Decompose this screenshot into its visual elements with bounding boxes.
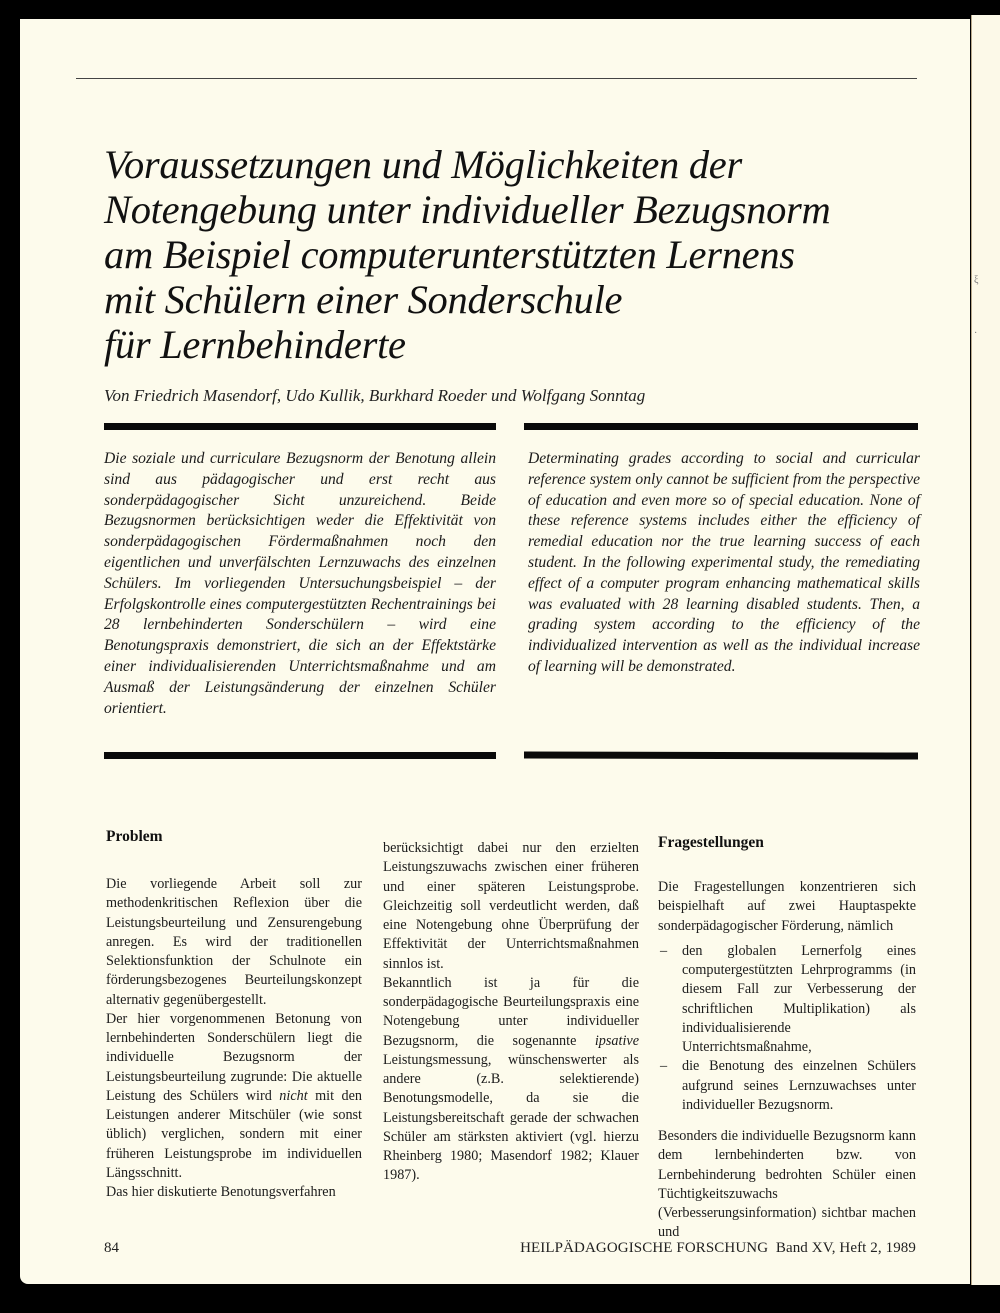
body-paragraph: Bekanntlich ist ja für die sonderpädagogische Beurteilungspraxis eine Notengebung unter individueller Bezugsnorm, die sogenannte ipsative Leistungsmessung, wünschenswerter als andere (z.B. selektierende) Benotungsmodelle, da sie die Leistungsbereitschaft gerade der schwachen Schüler am stärksten aktiviert (vgl. hierzu Rheinberg 1980; Masendorf 1982; Klauer 1987). [383,974,639,1184]
title-line: am Beispiel computerunterstützten Lernens [104,232,795,277]
title-line: Voraussetzungen und Möglichkeiten der [104,142,742,187]
page-mark: · [974,328,978,339]
journal-citation: HEILPÄDAGOGISCHE FORSCHUNG Band XV, Heft 2, 1989 [520,1240,916,1256]
body-column-1 [106,827,362,1202]
abstract-german: Die soziale und curriculare Bezugsnorm der Benotung allein sind aus pädagogischer und erst recht aus sonderpädagogischer Sicht unzureichend. Beide Bezugsnormen berücksichtigen weder die Effektivität von sonderpädagogischen Fördermaßnahmen noch den eigentlichen und unverfälschten Lernzuwachs des einzelnen Schülers. Im vorliegenden Untersuchungsbeispiel – der Erfolgskontrolle eines computergestützten Rechentrainings bei 28 lernbehinderten Sonderschülern – wird eine Benotungspraxis demonstriert, die sich an der Effektstärke einer individualisierenden Unterrichtsmaßnahme und am Ausmaß der Leistungsänderung der einzelnen Schüler orientiert. [104,450,496,717]
body-paragraph: Besonders die individuelle Bezugsnorm kann dem lernbehinderten bzw. von Lernbehinderung bedrohten Schüler einen Tüchtigkeitszuwachs (Verbesserungsinformation) sichtbar machen und [658,1128,916,1241]
abstract-bar-bottom-right [524,751,918,759]
dash-bullet-icon: – [660,942,668,959]
section-heading-problem: Problem [106,828,163,845]
title-line: für Lernbehinderte [104,322,406,367]
dash-bullet-icon: – [660,1058,668,1075]
emphasis: nicht [279,1087,308,1104]
abstract-bar-bottom-left [104,752,496,759]
body-column-3 [658,833,916,1243]
abstract-bar-top-right [524,423,918,430]
body-column-2 [383,839,639,1186]
list-item: – den globalen Lernerfolg eines computergestützten Lehrprogramms (in diesem Fall zur Verbesserung der schriftlichen Multiplikation) als individualisierende Unterrichtsmaßnahme, [660,942,916,1055]
section-heading-fragestellungen: Fragestellungen [658,834,764,851]
body-paragraph: Das hier diskutierte Benotungsverfahren [106,1184,336,1200]
header-rule [76,78,917,79]
article-title [104,142,924,367]
question-list [658,942,916,1115]
abstract-bar-top-left [104,423,496,430]
body-paragraph: Die Fragestellungen konzentrieren sich beispielhaft auf zwei Hauptaspekte sonderpädagogischer Förderung, nämlich [658,879,916,934]
page-mark: ξ [974,275,979,286]
title-line: Notengebung unter individueller Bezugsnorm [104,187,831,232]
page-number: 84 [104,1240,119,1256]
journal-page [20,19,970,1284]
body-paragraph: berücksichtigt dabei nur den erzielten Leistungszuwachs zwischen einer früheren und einer späteren Leistungsprobe. Gleichzeitig soll verdeutlicht werden, daß eine Notengebung ohne Überprüfung der Effektivität der Unterrichtsmaßnahmen sinnlos ist. [383,840,639,972]
abstract-english: Determinating grades according to social and curricular reference system only cannot be sufficient from the perspective of education and even more so of special education. None of these reference systems includes either the efficiency of remedial education nor the true learning success of each student. In the following experimental study, the remediating effect of a computer program enhancing mathematical skills was evaluated with 28 learning disabled students. Then, a grading system according to the efficiency of the individualized intervention as well as the individual increase of learning will be demonstrated. [528,450,920,675]
body-paragraph: Der hier vorgenommenen Betonung von lernbehinderten Sonderschülern liegt die individuelle Bezugsnorm der Leistungsbeurteilung zugrunde: Die aktuelle Leistung des Schülers wird nicht mit den Leistungen anderer Mitschüler (wie sonst üblich) verglichen, sondern mit einer früheren Leistungsprobe im individuellen Längsschnitt. [106,1010,362,1181]
emphasis: ipsative [594,1032,639,1049]
adjacent-page-edge [971,15,1000,1285]
body-paragraph: Die vorliegende Arbeit soll zur methodenkritischen Reflexion über die Leistungsbeurteilung und Zensurengebung anregen. Es wird der traditionellen Selektionsfunktion der Schulnote ein förderungsbezogenes Beurteilungskonzept alternativ gegenübergestellt. [106,876,362,1008]
title-line: mit Schülern einer Sonderschule [104,277,623,322]
author-byline: Von Friedrich Masendorf, Udo Kullik, Burkhard Roeder und Wolfgang Sonntag [104,386,646,405]
list-item: – die Benotung des einzelnen Schülers aufgrund seines Lernzuwachses unter individueller Bezugsnorm. [660,1058,916,1113]
